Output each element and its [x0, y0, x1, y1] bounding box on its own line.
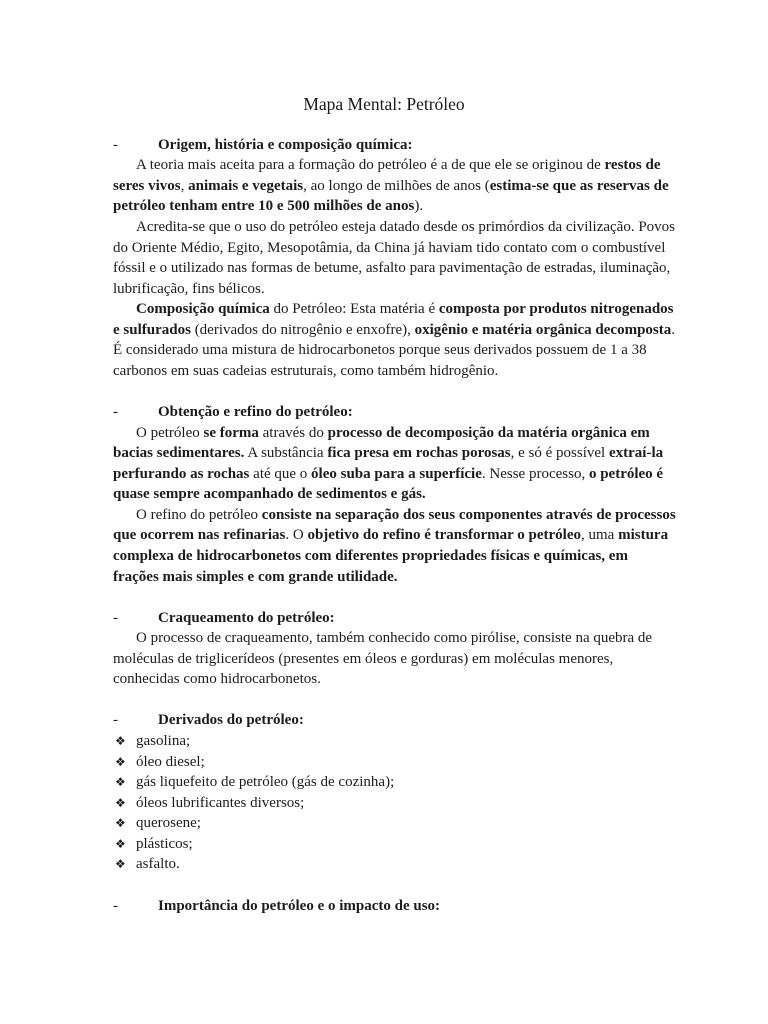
list-item-text: óleos lubrificantes diversos;	[136, 794, 305, 811]
bold-text: perfurando as rochas	[113, 465, 250, 482]
text-line	[113, 279, 768, 300]
text-line	[113, 155, 768, 176]
paragraph	[113, 628, 768, 690]
bold-text: objetivo do refino é transformar o petróleo	[307, 527, 581, 544]
text-line	[113, 525, 768, 546]
section	[113, 402, 768, 587]
bold-text: e sulfurados	[113, 321, 191, 338]
bold-text: se forma	[203, 424, 259, 441]
text-line	[113, 299, 768, 320]
document-body	[113, 135, 768, 916]
text-run: conhecidas como hidrocarbonetos.	[113, 671, 321, 688]
bold-text: estima-se que as reservas de	[489, 177, 669, 194]
text-line	[113, 423, 768, 444]
text-line	[113, 196, 768, 217]
bold-text: fica presa em rochas porosas	[327, 445, 511, 462]
bold-text: mistura	[618, 527, 669, 544]
paragraph	[113, 217, 768, 299]
list-item	[113, 834, 768, 855]
list-item-text: querosene;	[136, 815, 201, 832]
bold-text: consiste na separação dos seus componentes através de processos	[261, 506, 676, 523]
section-heading	[113, 896, 768, 917]
bold-text: óleo suba para a superfície	[311, 465, 482, 482]
text-line	[113, 361, 768, 382]
dash-marker: -	[113, 404, 118, 420]
diamond-bullet-icon: ❖	[115, 754, 126, 769]
section	[113, 710, 768, 875]
text-line	[113, 340, 768, 361]
text-line	[113, 649, 768, 670]
bold-text: composta por produtos nitrogenados	[438, 301, 674, 318]
text-run: fóssil e o utilizado nas formas de betume, asfalto para pavimentação de estradas, iluminação,	[113, 260, 671, 277]
text-line	[113, 258, 768, 279]
bold-text: petróleo tenham entre 10 e 500 milhões de anos	[113, 198, 415, 215]
section	[113, 896, 768, 917]
text-run: O petróleo	[136, 424, 204, 441]
diamond-bullet-icon: ❖	[115, 836, 126, 851]
text-line	[113, 464, 768, 485]
bold-text: quase sempre acompanhado de sedimentos e gás.	[113, 486, 426, 503]
text-run: do Oriente Médio, Egito, Mesopotâmia, da China já haviam tido contato com o combustível	[113, 239, 666, 256]
list-item	[113, 731, 768, 752]
dash-marker: -	[113, 136, 118, 153]
dash-marker: -	[113, 609, 118, 626]
section	[113, 135, 768, 382]
list-item-text: óleo diesel;	[136, 753, 205, 770]
list-item-text: plásticos;	[136, 835, 193, 852]
paragraph	[113, 155, 768, 217]
text-line	[113, 320, 768, 341]
text-run: ,	[180, 177, 189, 194]
text-run: , ao longo de milhões de anos (	[303, 177, 490, 194]
bold-text: Composição química	[136, 301, 270, 318]
bold-text: que ocorrem nas refinarias	[113, 527, 286, 544]
list-item	[113, 752, 768, 773]
section-heading-text: Obtenção e refino do petróleo:	[158, 404, 353, 420]
paragraph	[113, 299, 768, 381]
paragraph	[113, 423, 768, 505]
text-line	[113, 176, 768, 197]
section-heading	[113, 710, 768, 731]
document-title: Mapa Mental: Petróleo	[303, 94, 465, 114]
bold-text: seres vivos	[113, 177, 181, 194]
diamond-bullet-icon: ❖	[115, 795, 126, 810]
list-item	[113, 813, 768, 834]
text-run: moléculas de triglicerídeos (presentes em óleos e gorduras) em moléculas menores,	[113, 650, 614, 667]
section-heading-text: Origem, história e composição química:	[158, 136, 413, 153]
list-item-text: gasolina;	[136, 733, 191, 749]
dash-marker: -	[113, 897, 118, 914]
text-run: O refino do petróleo	[136, 506, 262, 523]
text-run: ).	[414, 198, 424, 215]
bold-text: processo de decomposição da matéria orgânica em	[327, 424, 650, 441]
text-run: Acredita-se que o uso do petróleo esteja datado desde os primórdios da civilização. Povos	[136, 218, 676, 235]
text-run: . Nesse processo,	[481, 465, 589, 482]
bold-text: complexa de hidrocarbonetos com diferentes propriedades físicas e químicas, em	[113, 547, 628, 564]
text-run: O processo de craqueamento, também conhecido como pirólise, consiste na quebra de	[136, 630, 653, 647]
section	[113, 608, 768, 690]
list-item	[113, 854, 768, 875]
text-run: (derivados do nitrogênio e enxofre),	[190, 321, 415, 338]
bold-text: restos de	[604, 157, 661, 174]
text-run: , e só é possível	[510, 445, 609, 462]
dash-marker: -	[113, 712, 118, 729]
bold-text: oxigênio e matéria orgânica decomposta	[414, 321, 672, 338]
text-run: .	[671, 321, 675, 338]
list-item	[113, 772, 768, 793]
text-line	[113, 546, 768, 567]
section-heading-text: Derivados do petróleo:	[158, 712, 304, 729]
text-line	[113, 567, 768, 588]
text-line	[113, 628, 768, 649]
text-run: A substância	[244, 445, 328, 462]
section-heading-text: Importância do petróleo e o impacto de uso:	[158, 897, 441, 914]
text-line	[113, 238, 768, 259]
text-line	[113, 443, 768, 464]
text-line	[113, 669, 768, 690]
bold-text: animais e vegetais	[188, 177, 304, 194]
text-line	[113, 217, 768, 238]
list-item	[113, 793, 768, 814]
list-item-text: asfalto.	[136, 856, 180, 873]
text-run: do Petróleo: Esta matéria é	[269, 301, 439, 318]
text-run: . O	[285, 527, 308, 544]
bold-text: frações mais simples e com grande utilidade.	[113, 568, 398, 585]
section-heading	[113, 135, 768, 156]
text-run: através do	[258, 424, 328, 441]
text-run: lubrificação, fins bélicos.	[113, 280, 265, 297]
bold-text: o petróleo é	[588, 465, 664, 482]
paragraph	[113, 505, 768, 587]
diamond-bullet-icon: ❖	[115, 857, 126, 872]
text-run: É considerado uma mistura de hidrocarbonetos porque seus derivados possuem de 1 a 38	[113, 342, 647, 359]
diamond-bullet-icon: ❖	[115, 775, 126, 790]
derivatives-list	[113, 731, 768, 875]
diamond-bullet-icon: ❖	[115, 816, 126, 831]
section-heading-text: Craqueamento do petróleo:	[158, 609, 335, 626]
text-run: A teoria mais aceita para a formação do petróleo é a de que ele se originou de	[136, 157, 605, 174]
section-heading	[113, 608, 768, 629]
text-run: até que o	[249, 465, 312, 482]
bold-text: extraí-la	[608, 445, 664, 462]
text-run: , uma	[581, 527, 619, 544]
diamond-bullet-icon: ❖	[115, 734, 126, 748]
text-line	[113, 505, 768, 526]
bold-text: bacias sedimentares.	[113, 445, 245, 462]
list-item-text: gás liquefeito de petróleo (gás de cozinha);	[136, 774, 395, 791]
text-run: carbonos em suas cadeias estruturais, como também hidrogênio.	[113, 362, 499, 379]
section-heading	[113, 402, 768, 423]
text-line	[113, 484, 768, 505]
